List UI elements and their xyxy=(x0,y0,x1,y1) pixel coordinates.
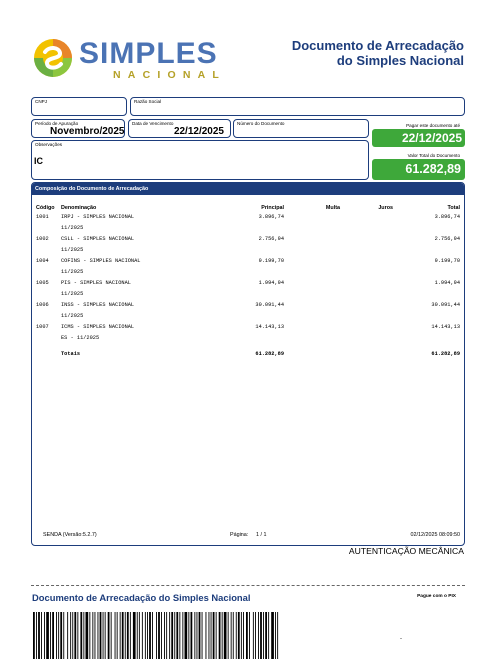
row-total: 14.143,13 xyxy=(431,324,460,330)
row-principal: 3.896,74 xyxy=(258,214,284,220)
row-periodo: 11/2025 xyxy=(61,247,84,253)
totals-label: Totais xyxy=(61,351,81,357)
col-header-total: Total xyxy=(447,205,460,211)
totals-row xyxy=(32,349,464,371)
autenticacao-mecanica: AUTENTICAÇÃO MECÂNICA xyxy=(348,546,464,556)
row-periodo: 11/2025 xyxy=(61,291,84,297)
cnpj-label: CNPJ xyxy=(35,99,47,104)
emission-timestamp: 02/12/2025 08:09:50 xyxy=(410,532,460,538)
table-row xyxy=(32,322,464,344)
table-row xyxy=(32,300,464,322)
row-principal: 2.756,94 xyxy=(258,236,284,242)
row-total: 9.199,70 xyxy=(434,258,460,264)
data-vencimento-field xyxy=(128,119,231,138)
totals-total: 61.282,89 xyxy=(431,351,460,357)
row-denominacao: ICMS - SIMPLES NACIONAL xyxy=(61,324,135,330)
document-title xyxy=(234,38,464,68)
row-principal: 1.994,94 xyxy=(258,280,284,286)
composicao-table xyxy=(31,182,465,546)
senda-version: SENDA (Versão:5.2.7) xyxy=(43,532,97,538)
logo-wordmark: SIMPLES xyxy=(79,37,218,70)
row-codigo: 1006 xyxy=(36,302,49,308)
row-principal: 9.199,70 xyxy=(258,258,284,264)
pagina-value: 1 / 1 xyxy=(256,532,267,538)
bottom-document-title: Documento de Arrecadação do Simples Nacional xyxy=(32,592,251,603)
totals-principal: 61.282,89 xyxy=(255,351,284,357)
row-codigo: 1007 xyxy=(36,324,49,330)
barcode-image xyxy=(33,612,283,659)
simples-logo-icon xyxy=(33,38,73,78)
table-row xyxy=(32,278,464,300)
numero-documento-label: Número do Documento xyxy=(237,121,285,126)
logo-subtext: NACIONAL xyxy=(113,69,227,81)
row-codigo: 1004 xyxy=(36,258,49,264)
observacoes-value: IC xyxy=(34,156,43,166)
valor-total-value: 61.282,89 xyxy=(372,159,465,180)
table-row xyxy=(32,212,464,234)
col-header-codigo: Código xyxy=(36,205,55,211)
row-denominacao: IRPJ - SIMPLES NACIONAL xyxy=(61,214,135,220)
decorative-dot xyxy=(400,638,402,639)
row-denominacao: PIS - SIMPLES NACIONAL xyxy=(61,280,131,286)
pix-label: Pague com o PIX xyxy=(417,594,456,599)
row-total: 2.756,94 xyxy=(434,236,460,242)
razao-social-field xyxy=(130,97,465,116)
row-denominacao: COFINS - SIMPLES NACIONAL xyxy=(61,258,141,264)
pagina-label: Página: xyxy=(230,532,249,538)
col-header-principal: Principal xyxy=(261,205,284,211)
col-header-juros: Juros xyxy=(378,205,393,211)
periodo-apuracao-value: Novembro/2025 xyxy=(50,126,125,137)
valor-total-label: Valor Total do Documento xyxy=(407,153,460,158)
row-codigo: 1005 xyxy=(36,280,49,286)
periodo-apuracao-field xyxy=(31,119,125,138)
col-header-multa: Multa xyxy=(325,205,340,211)
simples-nacional-logo xyxy=(33,36,227,84)
data-vencimento-label: Data de Vencimento xyxy=(132,121,174,126)
document-title-line1: Documento de Arrecadação xyxy=(291,38,464,53)
row-codigo: 1001 xyxy=(36,214,49,220)
row-principal: 14.143,13 xyxy=(255,324,284,330)
row-denominacao: CSLL - SIMPLES NACIONAL xyxy=(61,236,135,242)
numero-documento-field xyxy=(233,119,369,138)
row-total: 30.091,44 xyxy=(431,302,460,308)
observacoes-field xyxy=(31,140,369,180)
pagar-ate-value: 22/12/2025 xyxy=(372,129,465,147)
row-periodo: 11/2025 xyxy=(61,313,84,319)
row-denominacao: INSS - SIMPLES NACIONAL xyxy=(61,302,135,308)
col-header-denominacao: Denominação xyxy=(61,205,97,211)
table-row xyxy=(32,256,464,278)
row-total: 3.896,74 xyxy=(434,214,460,220)
row-total: 1.994,94 xyxy=(434,280,460,286)
pagar-ate-label: Pagar este documento até xyxy=(406,123,460,128)
data-vencimento-value: 22/12/2025 xyxy=(173,126,224,137)
cut-line xyxy=(31,585,465,586)
row-codigo: 1002 xyxy=(36,236,49,242)
cnpj-field xyxy=(31,97,127,116)
document-title-line2: do Simples Nacional xyxy=(336,53,464,68)
table-row xyxy=(32,234,464,256)
row-periodo: 11/2025 xyxy=(61,225,84,231)
row-periodo: ES - 11/2025 xyxy=(61,335,100,341)
row-principal: 30.091,44 xyxy=(255,302,284,308)
observacoes-label: Observações xyxy=(35,142,63,147)
razao-social-label: Razão Social xyxy=(134,99,162,104)
row-periodo: 11/2025 xyxy=(61,269,84,275)
composicao-title: Composição do Documento de Arrecadação xyxy=(32,183,464,195)
periodo-apuracao-label: Período de Apuração xyxy=(35,121,79,126)
